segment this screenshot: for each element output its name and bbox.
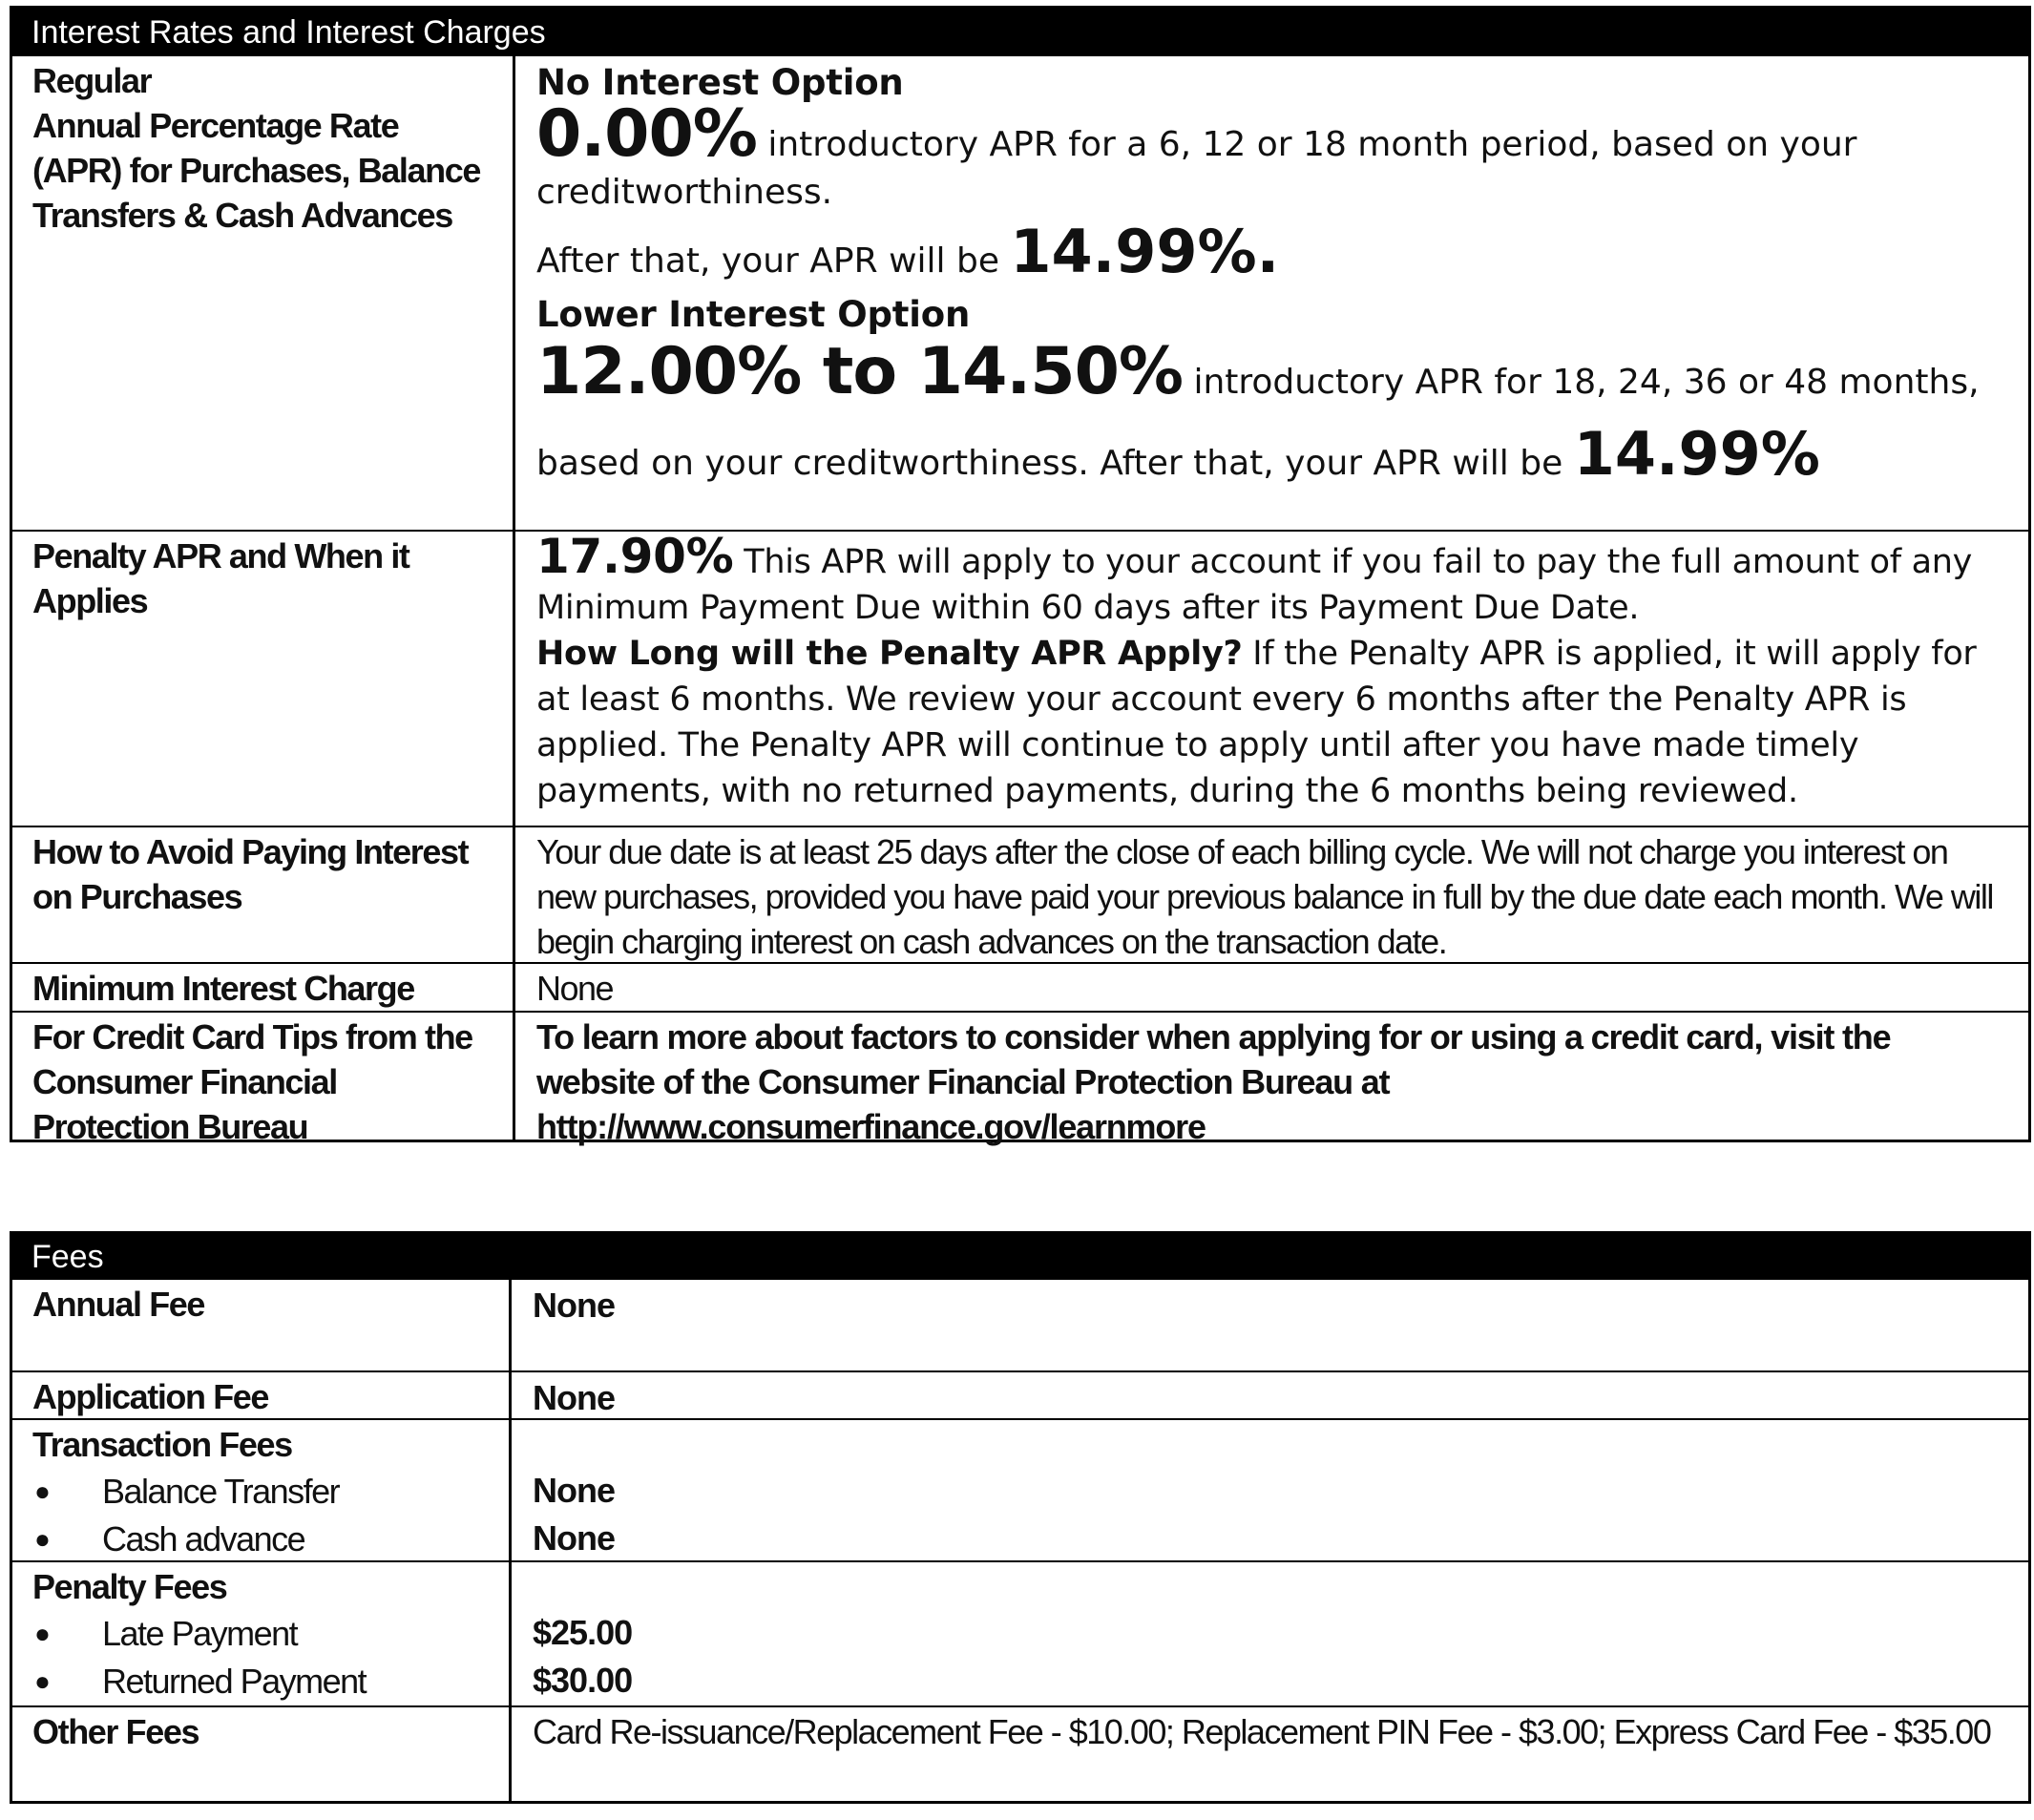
label-line: Transfers & Cash Advances: [32, 196, 452, 235]
other-fees-label: Other Fees: [12, 1707, 512, 1801]
lower-interest-option-heading: Lower Interest Option: [536, 294, 971, 335]
penalty-how-long-heading: How Long will the Penalty APR Apply?: [536, 635, 1243, 673]
cfpb-link[interactable]: http://www.consumerfinance.gov/learnmore: [536, 1107, 1206, 1146]
avoid-interest-row: [12, 826, 2028, 962]
cash-advance-value: None: [533, 1518, 615, 1558]
interest-table-title: Interest Rates and Interest Charges: [12, 9, 2028, 56]
penalty-fees-row: [12, 1560, 2028, 1705]
transaction-fees-label: [12, 1420, 512, 1560]
label-line: on Purchases: [32, 877, 242, 916]
late-payment-value: $25.00: [533, 1613, 633, 1652]
application-fee-row: [12, 1370, 2028, 1418]
penalty-text-1: This APR will apply to your account if you fail to pay the full amount of any Minimum Payment Due within 60 days after its Payment Due Date.: [536, 543, 1973, 627]
penalty-apr-value: [515, 529, 2028, 826]
lower-rate-line: [536, 336, 2011, 419]
minimum-interest-value: None: [536, 969, 614, 1008]
no-interest-rate: 0.00%: [536, 96, 757, 172]
avoid-interest-text: Your due date is at least 25 days after the close of each billing cycle. We will not charge you interest on new purchases, provided you have paid your previous balance in full by the due date each month. We will begin charging interest on cash advances on the transaction date.: [536, 832, 1993, 961]
after-that-text: After that, your APR will be: [536, 241, 1011, 281]
late-payment-item: [32, 1609, 499, 1657]
cfpb-tips-label: [12, 1013, 515, 1146]
lower-rate: 12.00% to 14.50%: [536, 334, 1184, 409]
regular-apr-value: [515, 56, 2028, 530]
minimum-interest-row: [12, 962, 2028, 1011]
after-that-line: [536, 217, 2011, 294]
lower-after-line: [536, 419, 2011, 499]
annual-fee-value: None: [533, 1286, 615, 1325]
other-fees-row: [12, 1705, 2028, 1801]
balance-transfer-label: Balance Transfer: [102, 1471, 340, 1511]
after-that-rate: 14.99%.: [1010, 217, 1280, 286]
balance-transfer-item: [32, 1467, 499, 1515]
label-line: Consumer Financial: [32, 1062, 337, 1101]
bullet-icon: ●: [34, 1618, 50, 1648]
transaction-fees-heading: Transaction Fees: [32, 1425, 292, 1464]
no-interest-text: introductory APR for a 6, 12 or 18 month period, based on your: [756, 125, 1857, 164]
lower-rate-text: introductory APR for 18, 24, 36 or 48 months,: [1183, 363, 1980, 402]
cfpb-tips-text: [515, 1013, 2028, 1146]
other-fees-text: Card Re-issuance/Replacement Fee - $10.00; Replacement PIN Fee - $3.00; Express Card Fee - $35.00: [533, 1712, 1991, 1751]
fees-table: [10, 1231, 2031, 1804]
transaction-fees-row: [12, 1418, 2028, 1560]
returned-payment-value: $30.00: [533, 1661, 633, 1700]
label-line: How to Avoid Paying Interest: [32, 832, 469, 871]
annual-fee-label: Annual Fee: [12, 1280, 512, 1370]
application-fee-label: Application Fee: [12, 1372, 512, 1418]
lower-after-rate: 14.99%: [1573, 419, 1820, 489]
label-line: Regular: [32, 61, 152, 100]
penalty-rate: 17.90%: [536, 529, 734, 584]
label-line: Penalty APR and When it: [32, 536, 409, 575]
penalty-fees-values: [512, 1562, 2028, 1705]
balance-transfer-value: None: [533, 1471, 615, 1510]
bullet-icon: ●: [34, 1665, 50, 1696]
penalty-apr-text: [536, 529, 2011, 814]
penalty-fees-label: [12, 1562, 512, 1705]
avoid-interest-label: [12, 827, 515, 962]
bullet-icon: ●: [34, 1523, 50, 1554]
interest-rates-table: [10, 6, 2031, 1146]
regular-apr-label: [12, 56, 515, 530]
cash-advance-item: [32, 1515, 499, 1562]
bullet-icon: ●: [34, 1475, 50, 1506]
returned-payment-item: [32, 1657, 499, 1705]
application-fee-value: None: [533, 1378, 615, 1417]
cfpb-tips-body: To learn more about factors to consider when applying for or using a credit card, visit the website of the Consumer Financial Protection Bureau at: [536, 1017, 1891, 1101]
no-interest-text-cont: creditworthiness.: [536, 173, 833, 212]
penalty-fees-heading: Penalty Fees: [32, 1567, 227, 1606]
late-payment-label: Late Payment: [102, 1613, 298, 1653]
regular-apr-row: [12, 56, 2028, 530]
returned-payment-label: Returned Payment: [102, 1661, 367, 1701]
penalty-text-2: If the Penalty APR is applied, it will apply for at least 6 months. We review your account every 6 months after the Penalty APR is applied. The Penalty APR will continue to apply until after you have made timely payments, with no returned payments, during the 6 months being reviewed.: [536, 635, 1977, 810]
label-line: Applies: [32, 581, 148, 620]
annual-fee-row: [12, 1280, 2028, 1370]
lower-after-text: based on your creditworthiness. After that, your APR will be: [536, 444, 1574, 483]
fees-table-title: Fees: [12, 1234, 2028, 1280]
transaction-fees-values: [512, 1420, 2028, 1560]
no-interest-option-heading: No Interest Option: [536, 62, 904, 103]
no-interest-rate-line: [536, 96, 2011, 172]
penalty-apr-label: [12, 532, 515, 826]
penalty-apr-row: [12, 530, 2028, 826]
label-line: Annual Percentage Rate: [32, 106, 399, 145]
cash-advance-label: Cash advance: [102, 1518, 305, 1559]
label-line: (APR) for Purchases, Balance: [32, 151, 480, 190]
label-line: Protection Bureau: [32, 1107, 308, 1146]
cfpb-tips-row: [12, 1011, 2028, 1146]
label-line: For Credit Card Tips from the: [32, 1017, 472, 1056]
minimum-interest-label: Minimum Interest Charge: [12, 964, 515, 1011]
